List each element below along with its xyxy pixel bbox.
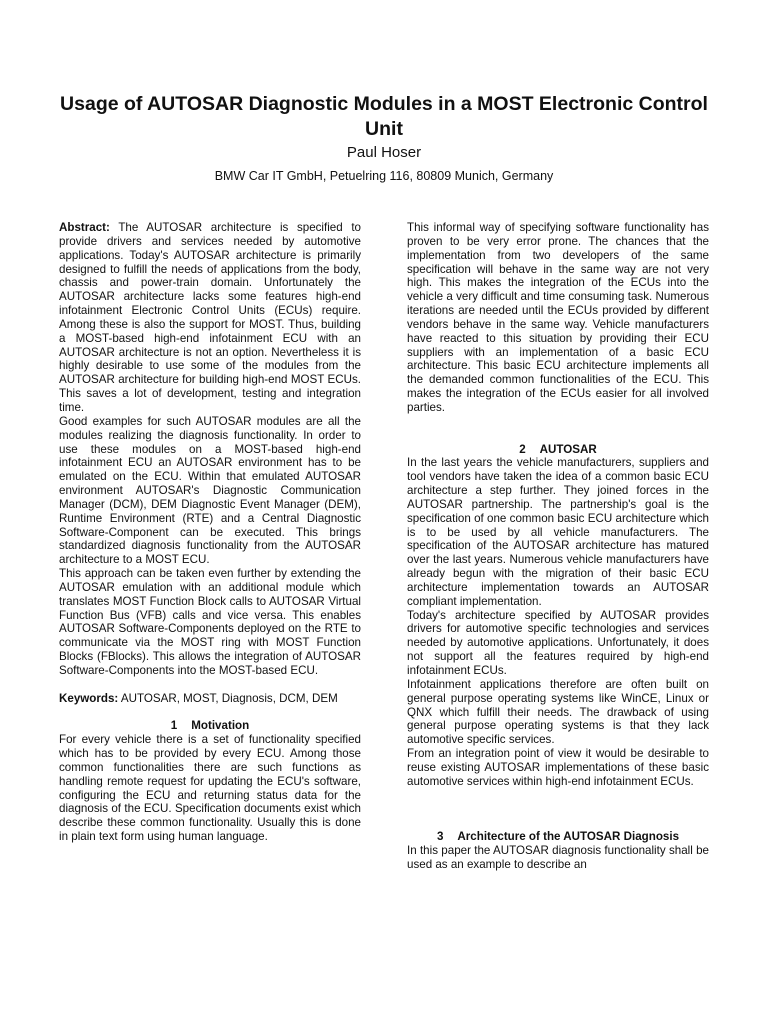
section-heading-architecture [407, 830, 709, 844]
abstract-paragraph-3: This approach can be taken even further by extending the AUTOSAR emulation with an additional module which translates MOST Function Block calls to AUTOSAR Virtual Function Bus (VFB) calls and vice versa. This enables AUTOSAR Software-Components deployed on the RTE to communicate via the MOST ring with MOST Function Blocks (FBlocks). This allows the integration of AUTOSAR Software-Components into the MOST-based ECU. [59, 567, 361, 677]
autosar-paragraph-2: Today's architecture specified by AUTOSAR provides drivers for automotive specific technologies and services needed by automotive applications. Unfortunately, it does not support all the features required by high-end infotainment ECUs. [407, 608, 709, 677]
keywords [59, 692, 361, 706]
motivation-paragraph-1: For every vehicle there is a set of functionality specified which has to be provided by every ECU. Among those common functionalities there are such functions as handling remote request for updating the ECU's software, configuring the ECU and returning status data for the diagnosis of the ECU. Specification documents exist which describe these common functionality. Usually this is done in plain text form using human language. [59, 733, 361, 844]
section-heading-motivation [59, 719, 361, 733]
abstract-label: Abstract: [59, 221, 110, 234]
paper-title: Usage of AUTOSAR Diagnostic Modules in a MOST Electronic Control Unit [60, 93, 708, 140]
autosar-paragraph-1: In the last years the vehicle manufacturers, suppliers and tool vendors have taken the idea of a common basic ECU architecture a step further. They joined forces in the AUTOSAR partnership. The partnership's goal is the specification of one common basic ECU architecture which is to be used by all vehicle manufacturers. The specification of the AUTOSAR architecture has matured over the last years. Numerous vehicle manufacturers have already begun with the migration of their basic ECU architecture implementation towards an AUTOSAR compliant implementation. [407, 456, 709, 608]
right-column [407, 221, 709, 872]
keywords-text: AUTOSAR, MOST, Diagnosis, DCM, DEM [120, 691, 338, 705]
left-column [59, 221, 361, 844]
section-number: 2 [519, 442, 526, 456]
section-title: AUTOSAR [539, 442, 597, 456]
abstract-text-1: The AUTOSAR architecture is specified to provide drivers and services needed by automotive applications. Today's AUTOSAR architecture is primarily designed to fulfill the needs of applications from the body, chassis and power-train domain. Unfortunately the AUTOSAR architecture lacks some features high-end infotainment Electronic Control Units (ECUs) require. Among these is also the support for MOST. Thus, building a MOST-based high-end infotainment ECU with an AUTOSAR architecture is not an option. Nevertheless it is highly desirable to use some of the modules from the AUTOSAR architecture for building high-end MOST ECUs. This saves a lot of development, testing and integration time. [59, 221, 361, 414]
abstract-paragraph-2: Good examples for such AUTOSAR modules are all the modules realizing the diagnosis functionality. In order to use these modules on a MOST-based high-end infotainment ECU an AUTOSAR environment has to be emulated on the ECU. Within that emulated AUTOSAR environment AUTOSAR's Diagnostic Communication Manager (DCM), DEM Diagnostic Event Manager (DEM), Runtime Environment (RTE) and a Central Diagnostic Software-Component can be executed. This brings standardized diagnosis functionality from the AUTOSAR architecture to a MOST ECU. [59, 414, 361, 567]
architecture-paragraph-1: In this paper the AUTOSAR diagnosis functionality shall be used as an example to describe an [407, 843, 709, 871]
autosar-paragraph-3: Infotainment applications therefore are often built on general purpose operating systems like WinCE, Linux or QNX which fulfill their needs. The drawback of using general purpose operating systems is that they lack automotive specific services. [407, 677, 709, 747]
abstract-paragraph-1 [59, 221, 361, 415]
section-number: 1 [170, 719, 178, 733]
section-title: Motivation [191, 719, 250, 733]
section-heading-autosar [407, 443, 709, 457]
section-title: Architecture of the AUTOSAR Diagnosis [457, 830, 680, 844]
keywords-label: Keywords: [59, 691, 119, 705]
autosar-paragraph-4: From an integration point of view it would be desirable to reuse existing AUTOSAR implementations of these basic automotive services within high-end infotainment ECUs. [407, 747, 709, 788]
author-affiliation: BMW Car IT GmbH, Petuelring 116, 80809 Munich, Germany [214, 169, 554, 183]
motivation-paragraph-2: This informal way of specifying software functionality has proven to be very error prone. The chances that the implementation from two developers of the same specification will behave in the same way are not very high. This makes the integration of the ECUs into the vehicle a very difficult and time consuming task. Numerous iterations are needed until the ECUs provided by different vendors behave in the same way. Vehicle manufacturers have reacted to this situation by providing their ECU suppliers with an implementation of a basic ECU architecture. This basic ECU architecture implements all the demanded common functionalities of the ECU. This makes the integration of the ECUs easier for all involved parties. [407, 221, 709, 414]
section-number: 3 [436, 830, 444, 844]
author-name: Paul Hoser [346, 144, 422, 161]
